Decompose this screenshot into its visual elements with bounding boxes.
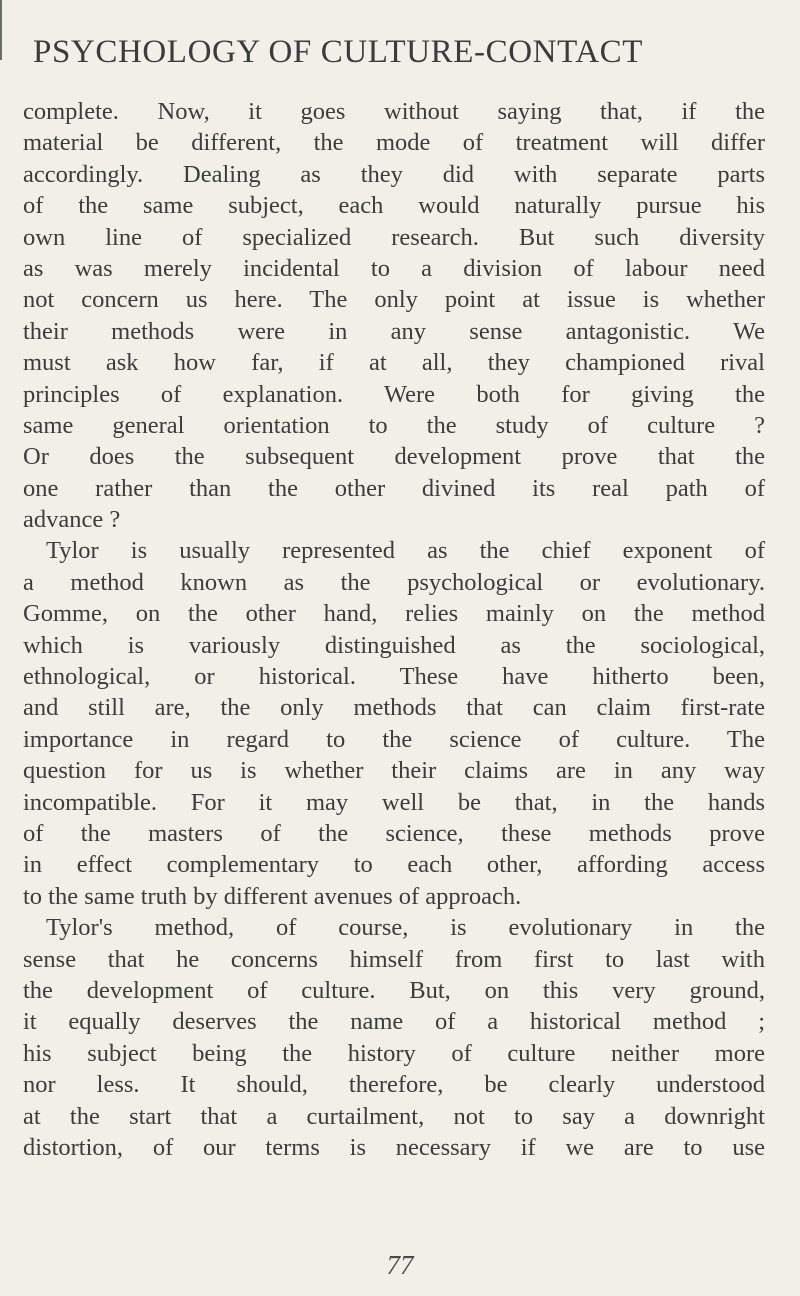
text-line: principles of explanation. Were both for giving the — [23, 380, 765, 408]
text-line: incompatible. For it may well be that, in the hands — [23, 788, 765, 816]
text-line: Gomme, on the other hand, relies mainly on the method — [23, 600, 765, 628]
text-line: their methods were in any sense antagonistic. We — [23, 317, 765, 345]
text-line: same general orientation to the study of culture ? — [23, 411, 765, 439]
text-line: must ask how far, if at all, they championed rival — [23, 349, 765, 377]
text-line: in effect complementary to each other, affording access — [23, 851, 765, 879]
body-text — [23, 96, 765, 1163]
text-line: of the same subject, each would naturally pursue his — [23, 192, 765, 220]
text-line: Or does the subsequent development prove that the — [23, 443, 765, 471]
text-line: importance in regard to the science of culture. The — [23, 725, 765, 753]
text-line: not concern us here. The only point at issue is whether — [23, 286, 765, 314]
text-line: the development of culture. But, on this very ground, — [23, 976, 765, 1004]
text-line: which is variously distinguished as the sociological, — [23, 631, 765, 659]
text-line: to the same truth by different avenues of approach. — [23, 882, 522, 910]
text-line: material be different, the mode of treatment will differ — [23, 129, 765, 157]
text-line: Tylor's method, of course, is evolutionary in the — [46, 914, 765, 942]
text-line: question for us is whether their claims are in any way — [23, 757, 765, 785]
text-line: distortion, of our terms is necessary if we are to use — [23, 1133, 765, 1161]
text-line: as was merely incidental to a division of labour need — [23, 254, 765, 282]
page-edge-mark — [0, 0, 8, 60]
text-line: of the masters of the science, these methods prove — [23, 819, 765, 847]
page-number: 77 — [386, 1250, 414, 1280]
text-line: his subject being the history of culture neither more — [23, 1039, 765, 1067]
text-line: complete. Now, it goes without saying that, if the — [23, 98, 765, 125]
text-line: at the start that a curtailment, not to say a downright — [23, 1102, 765, 1130]
text-line: Tylor is usually represented as the chief exponent of — [46, 537, 765, 565]
text-line: nor less. It should, therefore, be clearly understood — [23, 1071, 765, 1099]
text-line: sense that he concerns himself from first to last with — [23, 945, 765, 973]
running-head: PSYCHOLOGY OF CULTURE-CONTACT — [33, 34, 644, 70]
text-line: it equally deserves the name of a historical method ; — [23, 1008, 765, 1036]
text-line: and still are, the only methods that can claim first-rate — [23, 694, 765, 722]
text-line: own line of specialized research. But such diversity — [23, 223, 765, 251]
text-line: a method known as the psychological or evolutionary. — [23, 568, 765, 596]
text-line: accordingly. Dealing as they did with separate parts — [23, 160, 765, 188]
text-line: ethnological, or historical. These have hitherto been, — [23, 663, 765, 691]
text-line: one rather than the other divined its real path of — [23, 474, 765, 502]
text-line: advance ? — [23, 506, 121, 534]
